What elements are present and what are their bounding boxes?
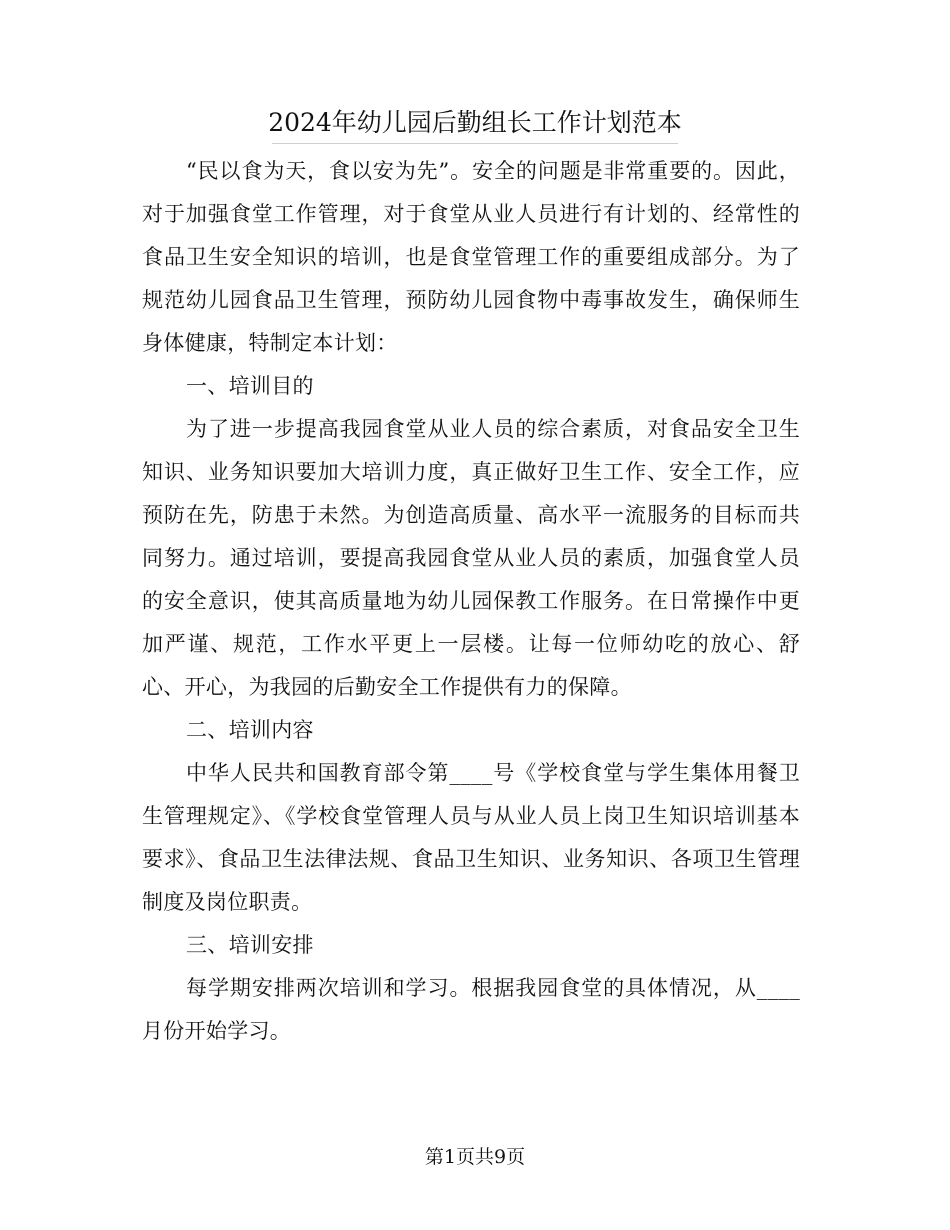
section-heading-goal: 一、培训目的 xyxy=(186,374,314,398)
section-heading-schedule: 三、培训安排 xyxy=(186,933,314,957)
intro-paragraph: “民以食为天，食以安为先”。安全的问题是非常重要的。因此，对于加强食堂工作管理，对于食堂从业人员进行有计划的、经常性的食品卫生安全知识的培训，也是食堂管理工作的重要组成部分。为了规范幼儿园食品卫生管理，预防幼儿园食物中毒事故发生，确保师生身体健康，特制定本计划： xyxy=(142,159,800,355)
title-underline xyxy=(272,143,678,144)
section-heading-content: 二、培训内容 xyxy=(186,718,314,742)
document-title: 2024年幼儿园后勤组长工作计划范本 xyxy=(268,108,682,137)
page-footer: 第1页共9页 xyxy=(424,1146,526,1168)
section-paragraph-schedule: 每学期安排两次培训和学习。根据我园食堂的具体情况，从____月份开始学习。 xyxy=(142,976,800,1043)
section-paragraph-goal: 为了进一步提高我园食堂从业人员的综合素质，对食品安全卫生知识、业务知识要加大培训力度，真正做好卫生工作、安全工作，应预防在先，防患于未然。为创造高质量、高水平一流服务的目标而共同努力。通过培训，要提高我园食堂从业人员的素质，加强食堂人员的安全意识，使其高质量地为幼儿园保教工作服务。在日常操作中更加严谨、规范，工作水平更上一层楼。让每一位师幼吃的放心、舒心、开心，为我园的后勤安全工作提供有力的保障。 xyxy=(142,417,800,699)
document-body xyxy=(142,150,800,1053)
section-paragraph-content: 中华人民共和国教育部令第____号《学校食堂与学生集体用餐卫生管理规定》、《学校食堂管理人员与从业人员上岗卫生知识培训基本要求》、食品卫生法律法规、食品卫生知识、业务知识、各项卫生管理制度及岗位职责。 xyxy=(142,761,800,914)
